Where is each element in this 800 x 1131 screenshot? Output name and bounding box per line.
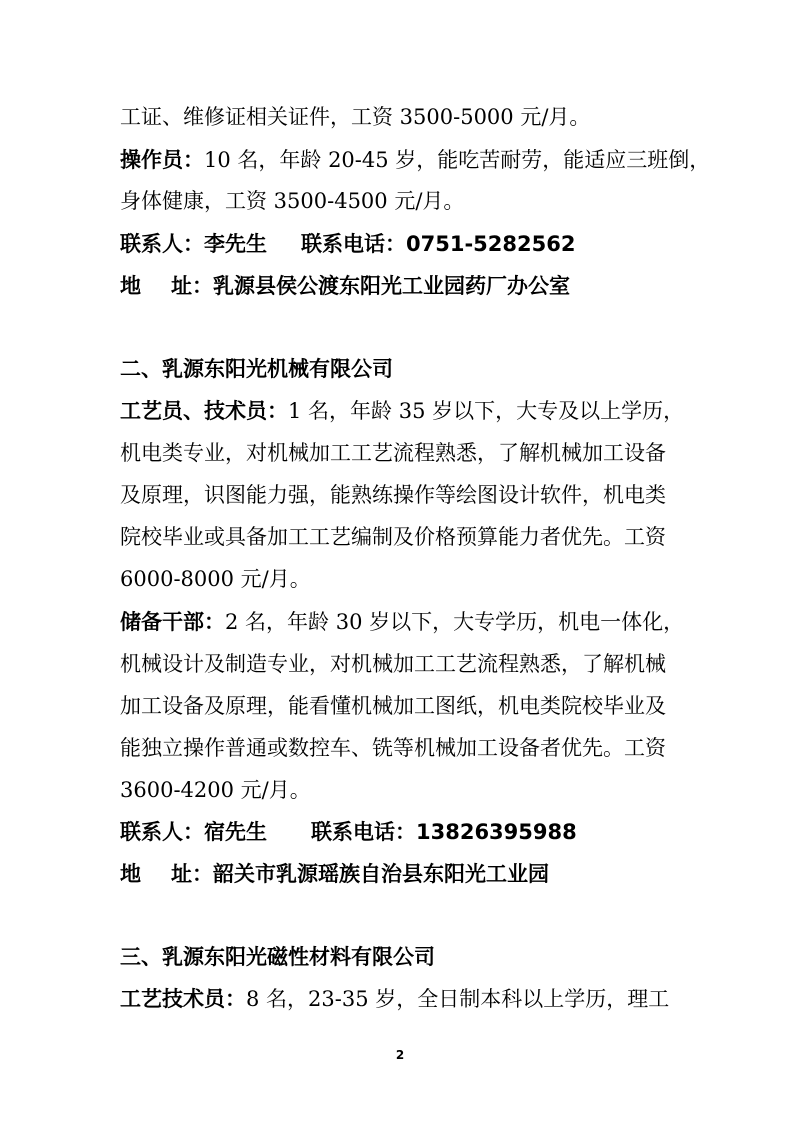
s2-job1-text-2: 机电类专业，对机械加工工艺流程熟悉，了解机械加工设备 [120, 441, 666, 465]
s1-cert-salary-line [120, 102, 720, 132]
s2-job2-label: 储备干部： [120, 610, 225, 634]
s1-address-line [120, 271, 720, 301]
s1-contact-phone: 联系电话：0751-5282562 [301, 232, 576, 256]
s2-job1-line-1 [120, 396, 720, 426]
s2-job1-text-5: 6000-8000 元/月。 [120, 567, 311, 591]
s2-job1-line-3 [120, 480, 720, 510]
s2-address-line [120, 859, 720, 889]
s1-cert-salary-text: 工证、维修证相关证件，工资 3500-5000 元/月。 [120, 105, 591, 129]
s2-job2-text-2: 机械设计及制造专业，对机械加工工艺流程熟悉，了解机械 [120, 652, 666, 676]
s3-heading [120, 942, 720, 972]
s2-contact-line [120, 817, 720, 847]
s3-job1-text-1: 8 名，23-35 岁，全日制本科以上学历，理工 [246, 987, 670, 1011]
s3-job1-label: 工艺技术员： [120, 987, 246, 1011]
s2-job1-line-4 [120, 522, 720, 552]
s1-contact-line [120, 229, 720, 259]
s2-job1-line-5 [120, 564, 720, 594]
s1-operator-label: 操作员： [120, 148, 204, 172]
s2-address-label-a: 地 [120, 862, 141, 886]
s2-job2-text-5: 3600-4200 元/月。 [120, 778, 311, 802]
s2-job2-text-1: 2 名，年龄 30 岁以下，大专学历，机电一体化， [225, 610, 685, 634]
s3-job1-line-1 [120, 984, 720, 1014]
s1-contact-person: 联系人：李先生 [120, 232, 267, 256]
s2-heading-text: 二、乳源东阳光机械有限公司 [120, 357, 393, 381]
s2-contact-person: 联系人：宿先生 [120, 820, 267, 844]
s2-job2-line-5 [120, 775, 720, 805]
s2-job1-line-2 [120, 438, 720, 468]
s1-operator-line-2 [120, 186, 720, 216]
s2-heading [120, 354, 720, 384]
s2-job2-text-3: 加工设备及原理，能看懂机械加工图纸，机电类院校毕业及 [120, 694, 666, 718]
page-number: 2 [395, 1048, 405, 1062]
s1-operator-text-1: 10 名，年龄 20-45 岁，能吃苦耐劳，能适应三班倒， [204, 148, 711, 172]
s2-job2-text-4: 能独立操作普通或数控车、铣等机械加工设备者优先。工资 [120, 736, 666, 760]
s2-job1-text-4: 院校毕业或具备加工工艺编制及价格预算能力者优先。工资 [120, 525, 666, 549]
s2-job1-text-3: 及原理，识图能力强，能熟练操作等绘图设计软件，机电类 [120, 483, 666, 507]
s2-job1-label: 工艺员、技术员： [120, 399, 288, 423]
s1-address-text: 址：乳源县侯公渡东阳光工业园药厂办公室 [171, 274, 570, 298]
s2-job2-line-3 [120, 691, 720, 721]
s2-job2-line-4 [120, 733, 720, 763]
s2-job1-text-1: 1 名，年龄 35 岁以下，大专及以上学历， [288, 399, 685, 423]
s3-heading-text: 三、乳源东阳光磁性材料有限公司 [120, 945, 435, 969]
s2-address-text: 址：韶关市乳源瑶族自治县东阳光工业园 [171, 862, 549, 886]
s1-operator-line-1 [120, 145, 720, 175]
s2-job2-line-1 [120, 607, 720, 637]
s2-job2-line-2 [120, 649, 720, 679]
s1-address-label-a: 地 [120, 274, 141, 298]
s1-operator-text-2: 身体健康，工资 3500-4500 元/月。 [120, 189, 465, 213]
s2-contact-phone: 联系电话：13826395988 [311, 820, 577, 844]
